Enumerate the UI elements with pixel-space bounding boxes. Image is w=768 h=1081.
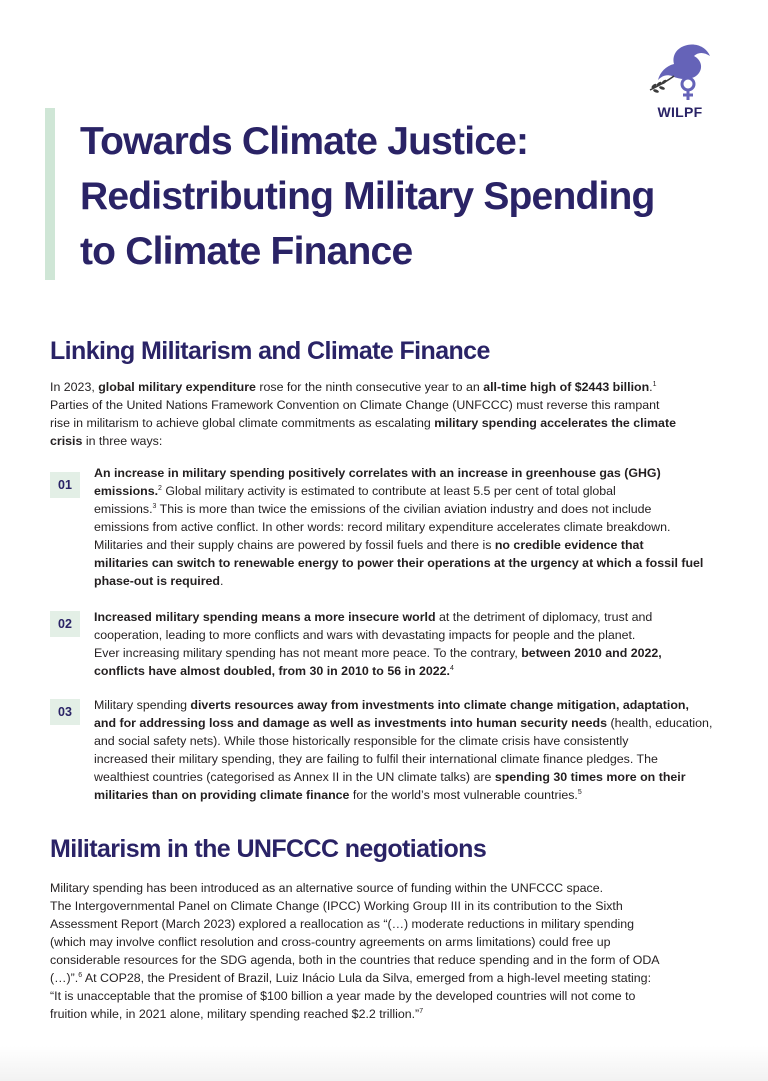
item-text: Military spending diverts resources away from investments into climate change mitigation, adaptation, and for addressing loss and damage as well as investments into human security needs (health, education, and social safety nets). While those historically responsible for the climate crisis have consistently increased their military spending, they are failing to fulfil their international climate finance pledges. The wealthiest countries (categorised as Annex II in the UN climate talks) are spending 30 times more on their militaries than on providing climate finance for the world’s most vulnerable countries.$^5$ <box>94 698 713 802</box>
page-title <box>80 114 730 279</box>
item-number-badge: 02 <box>50 611 80 637</box>
footnote-ref[interactable]: 1 <box>652 381 657 388</box>
wilpf-logo <box>640 40 720 122</box>
item-text: An increase in military spending positively correlates with an increase in greenhouse gas (GHG) emissions.$^2$ Global military activity is estimated to contribute at least 5.5 per cent of total global emissions.$^3$ This is more than twice the emissions of the civilian aviation industry and does not include emissions from active conflict. In other words: record military expenditure accelerates climate breakdown. Militaries and their supply chains are powered by fossil fuels and there is no credible evidence that militaries can switch to renewable energy to power their operations at the urgency at which a fossil fuel phase-out is required. <box>94 466 704 588</box>
title-accent-bar <box>45 108 55 280</box>
unfccc-paragraph: Military spending has been introduced as an alternative source of funding within the UNFCCC space. The Intergovernmental Panel on Climate Change (IPCC) Working Group III in its contribution to the Sixth Assessment Report (March 2023) explored a reallocation as “(…) moderate reductions in military spending (which may involve conflict resolution and cross-country agreements on arms limitations) could free up considerable resources for the SDG agenda, both in the countries that reduce spending and in the form of ODA (…)”.$^6$ At COP28, the President of Brazil, Luiz Inácio Lula da Silva, emerged from a high-level meeting stating: “It is unacceptable that the promise of $100 billion a year made by the developed countries will not come to fruition while, in 2021 alone, military spending reached $2.2 trillion.”$^7$ <box>50 881 660 1021</box>
page-bottom-edge <box>0 1046 768 1081</box>
section-heading-linking: Linking Militarism and Climate Finance <box>50 337 490 365</box>
intro-paragraph: In 2023, global military expenditure rose for the ninth consecutive year to an all-time high of $2443 billion.$^1$ Parties of the United Nations Framework Convention on Climate Change (UNFCCC) must reverse this rampant rise in militarism to achieve global climate commitments as escalating military spending accelerates the climate crisis in three ways: <box>50 380 676 448</box>
section-heading-unfccc: Militarism in the UNFCCC negotiations <box>50 835 487 863</box>
item-number-badge: 03 <box>50 699 80 725</box>
title-line: Towards Climate Justice: <box>80 120 529 163</box>
title-line: to Climate Finance <box>80 230 413 273</box>
footnote-ref[interactable]: 3 <box>152 503 157 510</box>
item-number-badge: 01 <box>50 472 80 498</box>
footnote-ref[interactable]: 2 <box>158 485 162 492</box>
logo-text: WILPF <box>657 104 703 120</box>
dove-venus-icon <box>644 40 716 102</box>
footnote-ref[interactable]: 5 <box>577 789 582 796</box>
footnote-ref[interactable]: 4 <box>450 665 454 672</box>
item-text: Increased military spending means a more insecure world at the detriment of diplomacy, trust and cooperation, leading to more conflicts and wars with devastating impacts for people and the planet. Ever increasing military spending has not meant more peace. To the contrary, between 2010 and 2022, conflicts have almost doubled, from 30 in 2010 to 56 in 2022.$^4$ <box>94 610 662 678</box>
title-line: Redistributing Military Spending <box>80 175 655 218</box>
footnote-ref[interactable]: 7 <box>419 1008 424 1015</box>
footnote-ref[interactable]: 6 <box>78 972 83 979</box>
